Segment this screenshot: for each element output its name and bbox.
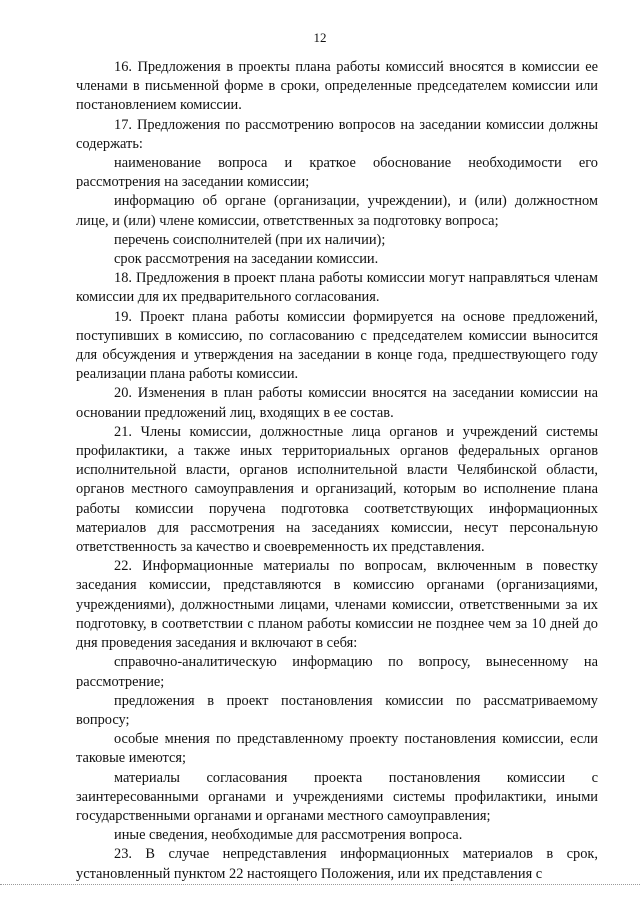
paragraph-18: 18. Предложения в проект плана работы комиссии могут направляться членам комиссии для их предварительного согласования. <box>76 270 598 306</box>
paragraph-17: 17. Предложения по рассмотрению вопросов на заседании комиссии должны содержать: <box>76 116 598 152</box>
paragraph-23: 23. В случае непредставления информационных материалов в срок, установленный пунктом 22 настоящего Положения, или их представления с <box>76 846 598 882</box>
document-body <box>76 58 598 884</box>
list-item-analytical-info: справочно-аналитическую информацию по вопросу, вынесенному на рассмотрение; <box>76 654 598 690</box>
paragraph-21: 21. Члены комиссии, должностные лица органов и учреждений системы профилактики, а также иных территориальных органов федеральных органов исполнительной власти, органов исполнительной власти Челябинской области, органов местного самоуправления и организаций, которым во исполнение плана работы комиссии поручена подготовка соответствующих информационных материалов для рассмотрения на заседаниях комиссии, несут персональную ответственность за качество и своевременность их представления. <box>76 423 598 556</box>
scan-edge-divider <box>0 884 640 885</box>
list-item-dissenting-opinions: особые мнения по представленному проекту постановления комиссии, если таковые имеются; <box>76 731 598 767</box>
page-number: 12 <box>313 30 327 45</box>
paragraph-16: 16. Предложения в проекты плана работы комиссий вносятся в комиссии ее членами в письменной форме в сроки, определенные председателем комиссии или постановлением комиссии. <box>76 59 598 114</box>
list-item-co-executors: перечень соисполнителей (при их наличии); <box>114 231 386 248</box>
list-item-other-info: иные сведения, необходимые для рассмотрения вопроса. <box>114 827 463 844</box>
list-item-responsible-info: информацию об органе (организации, учреждении), и (или) должностном лице, и (или) члене комиссии, ответственных за подготовку вопроса; <box>76 193 598 229</box>
paragraph-19: 19. Проект плана работы комиссии формируется на основе предложений, поступивших в комиссию, по согласованию с председателем комиссии выносится для обсуждения и утверждения на заседании в конце года, предшествующего году реализации плана работы комиссии. <box>76 308 598 383</box>
list-item-approval-materials: материалы согласования проекта постановления комиссии с заинтересованными органами и учреждениями системы профилактики, иными государственными органами и органами местного самоуправления; <box>76 769 598 824</box>
list-item-review-date: срок рассмотрения на заседании комиссии. <box>114 251 379 268</box>
list-item-question-name: наименование вопроса и краткое обоснование необходимости его рассмотрения на заседании комиссии; <box>76 155 598 191</box>
list-item-resolution-proposals: предложения в проект постановления комиссии по рассматриваемому вопросу; <box>76 692 598 728</box>
paragraph-20: 20. Изменения в план работы комиссии вносятся на заседании комиссии на основании предложений лиц, входящих в ее состав. <box>76 385 598 421</box>
paragraph-22: 22. Информационные материалы по вопросам, включенным в повестку заседания комиссии, представляются в комиссию органами (организациями, учреждениями), должностными лицами, членами комиссии, ответственными за их подготовку, в соответствии с планом работы комиссии не позднее чем за 10 дней до дня проведения заседания и включают в себя: <box>76 558 598 652</box>
